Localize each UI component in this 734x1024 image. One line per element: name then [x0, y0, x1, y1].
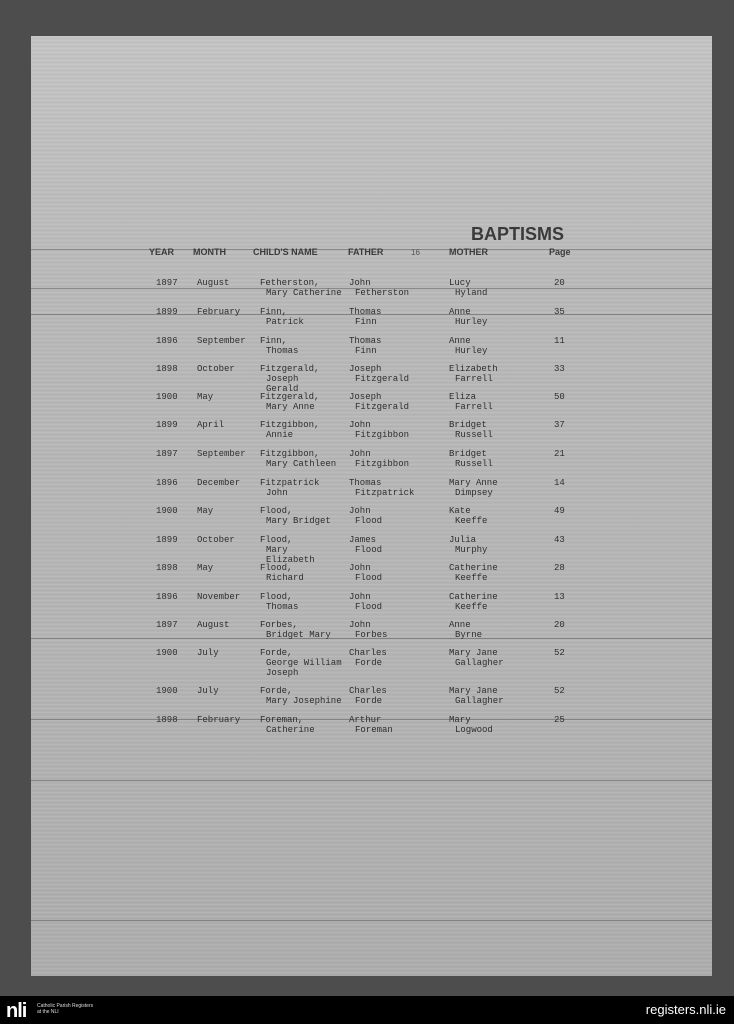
entry-father-line: Arthur: [349, 715, 382, 725]
entry-mother-line: Mary Anne: [449, 478, 498, 488]
entry-mother-line: Farrell: [455, 402, 493, 412]
entry-father: [349, 478, 414, 498]
entry-mother: [449, 715, 493, 735]
entry-page: 11: [554, 336, 565, 346]
entry-father-line: John: [349, 449, 371, 459]
register-page: [31, 36, 712, 976]
entry-year: 1896: [156, 478, 178, 488]
entry-father: [349, 420, 409, 440]
entry-father: [349, 364, 409, 384]
entry-mother: [449, 535, 487, 555]
entry-mother: [449, 686, 504, 706]
entry-month: October: [197, 535, 235, 545]
entry-mother-line: Bridget: [449, 420, 487, 430]
entry-child-name-line: Forde,: [260, 648, 293, 658]
entry-page: 52: [554, 686, 565, 696]
entry-month: September: [197, 449, 246, 459]
entry-child-name-line: Annie: [266, 430, 294, 440]
entry-father-line: John: [349, 563, 371, 573]
entry-child-name-line: Joseph: [266, 668, 299, 678]
entry-page: 37: [554, 420, 565, 430]
column-header-child: CHILD'S NAME: [253, 247, 318, 257]
column-header-month: MONTH: [193, 247, 226, 257]
entry-month: May: [197, 392, 214, 402]
entry-year: 1896: [156, 336, 178, 346]
entry-child-name: [260, 392, 319, 412]
ruled-line: [31, 920, 712, 921]
entry-page: 50: [554, 392, 565, 402]
entry-mother: [449, 620, 482, 640]
entry-father: [349, 336, 381, 356]
entry-child-name-line: Fitzgerald,: [260, 392, 320, 402]
entry-father-line: Flood: [355, 602, 383, 612]
entry-month: October: [197, 364, 235, 374]
entry-month: February: [197, 307, 241, 317]
entry-father: [349, 307, 381, 327]
entry-father-line: Thomas: [349, 478, 382, 488]
entry-mother-line: Catherine: [449, 563, 498, 573]
entry-mother-line: Julia: [449, 535, 477, 545]
entry-mother-line: Catherine: [449, 592, 498, 602]
entry-year: 1897: [156, 278, 178, 288]
entry-mother-line: Kate: [449, 506, 471, 516]
entry-mother-line: Anne: [449, 307, 471, 317]
entry-child-name: [260, 420, 319, 440]
entry-mother-line: Anne: [449, 620, 471, 630]
entry-mother: [449, 364, 498, 384]
entry-father-line: Fitzgibbon: [355, 459, 410, 469]
entry-child-name-line: Mary Josephine: [266, 696, 342, 706]
entry-mother-line: Mary: [449, 715, 471, 725]
entry-child-name-line: George William: [266, 658, 342, 668]
entry-year: 1898: [156, 364, 178, 374]
entry-father-line: John: [349, 620, 371, 630]
entry-mother-line: Lucy: [449, 278, 471, 288]
entry-year: 1898: [156, 563, 178, 573]
entry-child-name-line: Thomas: [266, 602, 299, 612]
entry-year: 1900: [156, 648, 178, 658]
entry-page: 21: [554, 449, 565, 459]
entry-mother-line: Russell: [455, 430, 493, 440]
entry-father-line: Fitzgerald: [355, 402, 410, 412]
entry-mother: [449, 563, 498, 583]
entry-month: September: [197, 336, 246, 346]
entry-father-line: Fetherston: [355, 288, 410, 298]
entry-father-line: John: [349, 278, 371, 288]
entry-father: [349, 535, 382, 555]
entry-father-line: Foreman: [355, 725, 393, 735]
entry-mother-line: Hyland: [455, 288, 488, 298]
entry-child-name-line: Mary Anne: [266, 402, 315, 412]
entry-mother-line: Hurley: [455, 317, 488, 327]
entry-mother-line: Anne: [449, 336, 471, 346]
entry-year: 1900: [156, 392, 178, 402]
entry-father-line: Flood: [355, 516, 383, 526]
nli-logo: nli: [6, 1000, 27, 1022]
entry-father-line: Thomas: [349, 307, 382, 317]
entry-father-line: Finn: [355, 346, 377, 356]
footer-bar: [0, 996, 734, 1024]
entry-father-line: Charles: [349, 648, 387, 658]
entry-father-line: Charles: [349, 686, 387, 696]
entry-child-name-line: Elizabeth: [266, 555, 315, 565]
entry-mother-line: Russell: [455, 459, 493, 469]
entry-father: [349, 563, 382, 583]
entry-child-name-line: Bridget Mary: [266, 630, 331, 640]
entry-child-name-line: Catherine: [266, 725, 315, 735]
entry-mother: [449, 392, 493, 412]
entry-child-name-line: Finn,: [260, 336, 288, 346]
entry-page: 25: [554, 715, 565, 725]
entry-mother-line: Logwood: [455, 725, 493, 735]
entry-father-line: Flood: [355, 573, 383, 583]
entry-mother-line: Gallagher: [455, 696, 504, 706]
entry-page: 20: [554, 620, 565, 630]
entry-father-line: Fitzgibbon: [355, 430, 410, 440]
entry-child-name: [260, 715, 315, 735]
entry-father: [349, 506, 382, 526]
entry-page: 49: [554, 506, 565, 516]
entry-father-line: Thomas: [349, 336, 382, 346]
entry-child-name: [260, 686, 342, 706]
entry-month: May: [197, 506, 214, 516]
entry-child-name-line: Richard: [266, 573, 304, 583]
column-header-year: YEAR: [149, 247, 175, 257]
entry-month: February: [197, 715, 241, 725]
entry-month: August: [197, 620, 230, 630]
entry-mother-line: Farrell: [455, 374, 493, 384]
entry-page: 43: [554, 535, 565, 545]
entry-child-name: [260, 563, 304, 583]
entry-child-name: [260, 620, 331, 640]
entry-mother-line: Murphy: [455, 545, 488, 555]
entry-mother-line: Elizabeth: [449, 364, 498, 374]
entry-mother: [449, 278, 487, 298]
entry-child-name-line: Fitzgibbon,: [260, 420, 320, 430]
entry-child-name-line: Fetherston,: [260, 278, 320, 288]
entry-child-name-line: Flood,: [260, 563, 293, 573]
entry-father: [349, 648, 387, 668]
entry-child-name-line: Mary Catherine: [266, 288, 342, 298]
entry-child-name-line: Forde,: [260, 686, 293, 696]
entry-mother: [449, 478, 498, 498]
entry-child-name-line: Gerald: [266, 384, 299, 394]
entry-mother: [449, 592, 498, 612]
entry-child-name: [260, 648, 342, 678]
entry-child-name-line: Mary Bridget: [266, 516, 331, 526]
entry-child-name-line: Fitzgerald,: [260, 364, 320, 374]
entry-month: July: [197, 648, 219, 658]
column-header-father: FATHER: [348, 247, 384, 257]
entry-mother-line: Gallagher: [455, 658, 504, 668]
logo-caption: Catholic Parish Registers at the NLI: [37, 1003, 94, 1015]
entry-child-name-line: Fitzpatrick: [260, 478, 320, 488]
entry-page: 14: [554, 478, 565, 488]
entry-child-name-line: Flood,: [260, 592, 293, 602]
column-header-page: Page: [549, 247, 571, 257]
entry-father-line: Joseph: [349, 364, 382, 374]
entry-child-name-line: Flood,: [260, 506, 293, 516]
entry-child-name-line: John: [266, 488, 288, 498]
entry-child-name-line: Thomas: [266, 346, 299, 356]
entry-father-line: John: [349, 420, 371, 430]
entry-page: 13: [554, 592, 565, 602]
site-link[interactable]: registers.nli.ie: [645, 1002, 726, 1017]
entry-father-line: Finn: [355, 317, 377, 327]
page-mark: 16: [411, 248, 420, 257]
entry-year: 1899: [156, 535, 178, 545]
entry-father-line: Flood: [355, 545, 383, 555]
entry-year: 1896: [156, 592, 178, 602]
entry-mother: [449, 506, 487, 526]
entry-year: 1897: [156, 449, 178, 459]
entry-mother-line: Eliza: [449, 392, 477, 402]
entry-month: May: [197, 563, 214, 573]
entry-page: 28: [554, 563, 565, 573]
entry-year: 1899: [156, 420, 178, 430]
entry-page: 20: [554, 278, 565, 288]
entry-child-name: [260, 364, 319, 394]
entry-year: 1900: [156, 506, 178, 516]
entry-father-line: Forbes: [355, 630, 388, 640]
entry-mother: [449, 307, 487, 327]
entry-mother-line: Keeffe: [455, 602, 488, 612]
entry-father: [349, 686, 387, 706]
entry-child-name: [260, 278, 342, 298]
entry-mother-line: Mary Jane: [449, 686, 498, 696]
entry-child-name-line: Joseph: [266, 374, 299, 384]
entry-child-name: [260, 535, 315, 565]
entry-mother: [449, 648, 504, 668]
entry-father: [349, 592, 382, 612]
entry-mother-line: Byrne: [455, 630, 483, 640]
entry-mother-line: Dimpsey: [455, 488, 493, 498]
page-title: BAPTISMS: [471, 224, 565, 244]
entry-mother-line: Keeffe: [455, 573, 488, 583]
entry-child-name-line: Flood,: [260, 535, 293, 545]
entry-year: 1898: [156, 715, 178, 725]
entry-page: 52: [554, 648, 565, 658]
entry-father-line: John: [349, 506, 371, 516]
entry-father: [349, 449, 409, 469]
entry-year: 1899: [156, 307, 178, 317]
entry-mother-line: Keeffe: [455, 516, 488, 526]
entry-child-name: [260, 336, 298, 356]
entry-mother: [449, 449, 493, 469]
entry-page: 35: [554, 307, 565, 317]
entry-child-name: [260, 449, 336, 469]
entry-child-name-line: Mary Cathleen: [266, 459, 337, 469]
entry-mother-line: Hurley: [455, 346, 488, 356]
entry-mother-line: Mary Jane: [449, 648, 498, 658]
entry-father: [349, 392, 409, 412]
entry-month: July: [197, 686, 219, 696]
entry-father: [349, 278, 409, 298]
entry-month: November: [197, 592, 241, 602]
entry-father-line: Forde: [355, 696, 383, 706]
entry-child-name-line: Patrick: [266, 317, 304, 327]
entry-child-name-line: Finn,: [260, 307, 288, 317]
entry-year: 1900: [156, 686, 178, 696]
entry-father-line: Fitzgerald: [355, 374, 410, 384]
entry-year: 1897: [156, 620, 178, 630]
entry-father-line: Forde: [355, 658, 383, 668]
entry-father-line: Joseph: [349, 392, 382, 402]
entry-father-line: James: [349, 535, 377, 545]
entry-child-name: [260, 506, 331, 526]
entry-month: August: [197, 278, 230, 288]
column-header-mother: MOTHER: [449, 247, 488, 257]
entry-mother-line: Bridget: [449, 449, 487, 459]
ruled-line: [31, 780, 712, 781]
entry-father-line: John: [349, 592, 371, 602]
entry-month: December: [197, 478, 241, 488]
entry-month: April: [197, 420, 225, 430]
entry-father: [349, 715, 393, 735]
entry-child-name: [260, 307, 304, 327]
entry-child-name-line: Forbes,: [260, 620, 298, 630]
entry-mother: [449, 420, 493, 440]
entry-child-name: [260, 478, 319, 498]
entry-child-name-line: Mary: [266, 545, 288, 555]
entry-father-line: Fitzpatrick: [355, 488, 415, 498]
entry-page: 33: [554, 364, 565, 374]
entry-father: [349, 620, 387, 640]
entry-child-name-line: Foreman,: [260, 715, 304, 725]
entry-child-name-line: Fitzgibbon,: [260, 449, 320, 459]
entry-child-name: [260, 592, 298, 612]
entry-mother: [449, 336, 487, 356]
